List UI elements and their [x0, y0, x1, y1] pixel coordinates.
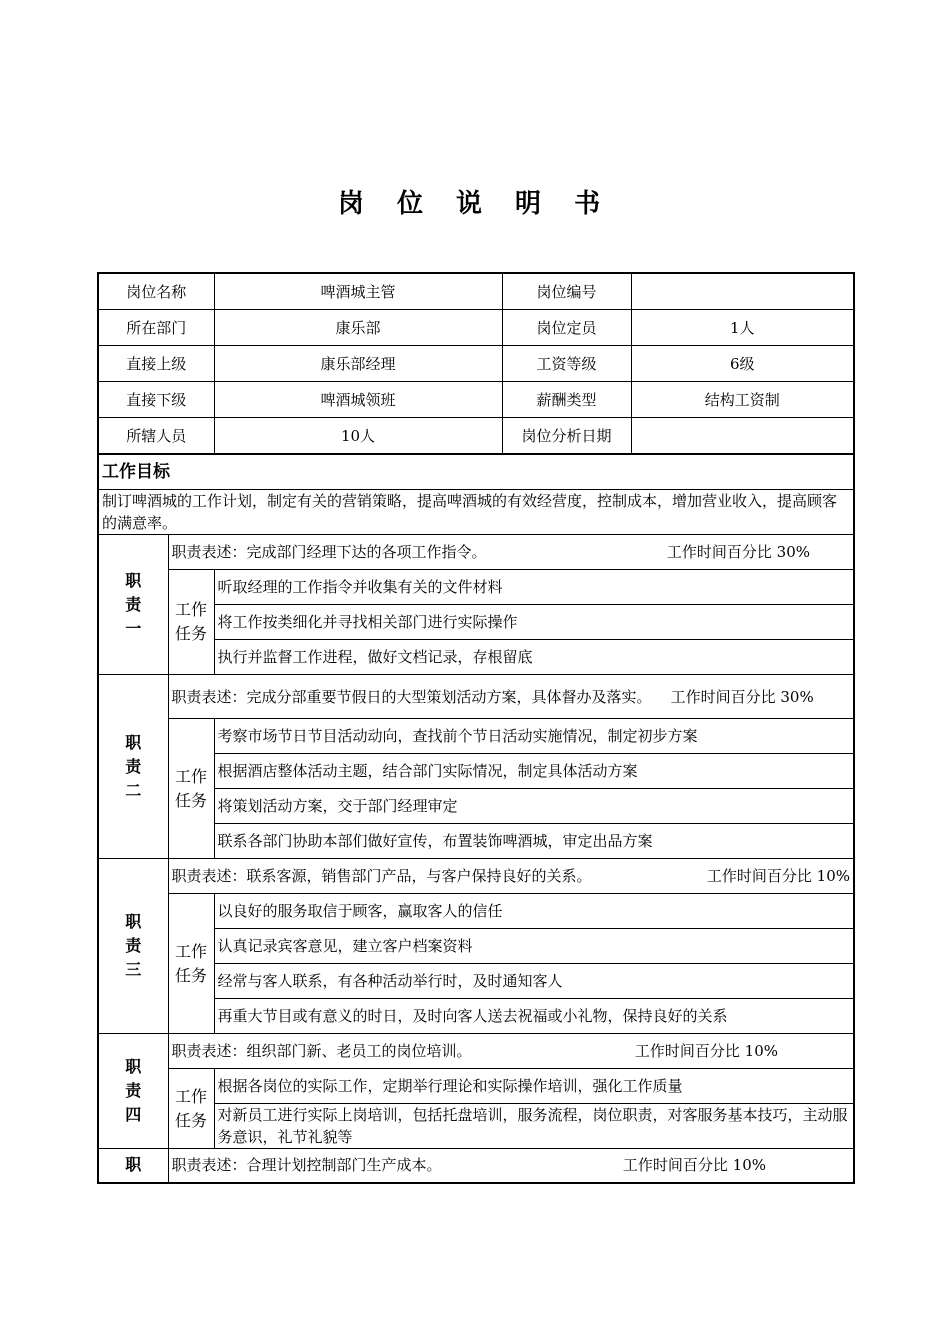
task-item: 联系各部门协助本部们做好宣传，布置装饰啤酒城，审定出品方案	[214, 824, 854, 859]
task-item: 经常与客人联系，有各种活动举行时，及时通知客人	[214, 964, 854, 999]
duty-time-percent: 工作时间百分比 10%	[706, 867, 851, 885]
info-row	[98, 382, 854, 418]
info-value: 啤酒城领班	[214, 382, 502, 418]
info-row	[98, 346, 854, 382]
duty-label: 职 责 二	[98, 675, 168, 859]
task-row	[98, 894, 854, 929]
info-value: 10人	[214, 418, 502, 455]
info-label: 岗位名称	[98, 273, 214, 310]
task-item: 考察市场节日节目活动动向，查找前个节日活动实施情况，制定初步方案	[214, 719, 854, 754]
task-row	[98, 719, 854, 754]
task-label: 工作 任务	[168, 1069, 214, 1149]
info-value: 啤酒城主管	[214, 273, 502, 310]
duty-desc-row	[98, 859, 854, 894]
task-item: 听取经理的工作指令并收集有关的文件材料	[214, 570, 854, 605]
duty-label: 职	[98, 1149, 168, 1183]
duty-time-percent: 工作时间百分比 10%	[622, 1156, 767, 1175]
task-item: 认真记录宾客意见，建立客户档案资料	[214, 929, 854, 964]
duty-desc-text: 职责表述：完成分部重要节假日的大型策划活动方案，具体督办及落实。	[171, 687, 652, 706]
task-item: 根据各岗位的实际工作，定期举行理论和实际操作培训，强化工作质量	[214, 1069, 854, 1104]
info-value	[631, 418, 854, 455]
duty-desc-row	[98, 675, 854, 719]
goal-text: 制订啤酒城的工作计划，制定有关的营销策略，提高啤酒城的有效经营度，控制成本，增加营业收入，提高顾客的满意率。	[98, 490, 854, 535]
duty-description	[168, 1149, 854, 1183]
info-label: 直接上级	[98, 346, 214, 382]
duty-desc-text: 职责表述：完成部门经理下达的各项工作指令。	[171, 543, 487, 561]
info-label: 所辖人员	[98, 418, 214, 455]
page-title: 岗 位 说 明 书	[337, 189, 613, 219]
duty-desc-row	[98, 1034, 854, 1069]
job-description-table	[97, 272, 855, 1184]
info-value: 结构工资制	[631, 382, 854, 418]
info-value: 1人	[631, 310, 854, 346]
info-row	[98, 273, 854, 310]
task-item: 再重大节目或有意义的时日，及时向客人送去祝福或小礼物，保持良好的关系	[214, 999, 854, 1034]
duty-description	[168, 675, 854, 719]
duty-desc-text: 职责表述：组织部门新、老员工的岗位培训。	[171, 1042, 472, 1060]
duty-label: 职 责 四	[98, 1034, 168, 1149]
duty-time-percent: 工作时间百分比 30%	[670, 687, 814, 706]
task-item: 对新员工进行实际上岗培训，包括托盘培训，服务流程，岗位职责，对客服务基本技巧，主动服务意识，礼节礼貌等	[214, 1104, 854, 1149]
task-label: 工作 任务	[168, 570, 214, 675]
task-label: 工作 任务	[168, 719, 214, 859]
info-label: 岗位编号	[502, 273, 631, 310]
info-label: 岗位分析日期	[502, 418, 631, 455]
info-value: 6级	[631, 346, 854, 382]
duty-desc-row	[98, 1149, 854, 1183]
duty-time-percent: 工作时间百分比 10%	[634, 1042, 779, 1060]
info-value	[631, 273, 854, 310]
info-label: 工资等级	[502, 346, 631, 382]
task-row	[98, 570, 854, 605]
task-item: 根据酒店整体活动主题，结合部门实际情况，制定具体活动方案	[214, 754, 854, 789]
duty-description	[168, 1034, 854, 1069]
task-item: 以良好的服务取信于顾客，赢取客人的信任	[214, 894, 854, 929]
info-row	[98, 310, 854, 346]
info-label: 岗位定员	[502, 310, 631, 346]
goal-heading-row	[98, 454, 854, 490]
duty-label: 职 责 一	[98, 535, 168, 675]
info-label: 直接下级	[98, 382, 214, 418]
duty-label: 职 责 三	[98, 859, 168, 1034]
duty-desc-text: 职责表述：合理计划控制部门生产成本。	[171, 1156, 442, 1175]
task-item: 执行并监督工作进程，做好文档记录，存根留底	[214, 640, 854, 675]
task-item: 将工作按类细化并寻找相关部门进行实际操作	[214, 605, 854, 640]
goal-heading: 工作目标	[98, 454, 854, 490]
info-value: 康乐部	[214, 310, 502, 346]
goal-text-row	[98, 490, 854, 535]
info-label: 薪酬类型	[502, 382, 631, 418]
info-label: 所在部门	[98, 310, 214, 346]
duty-time-percent: 工作时间百分比 30%	[666, 543, 811, 561]
task-label: 工作 任务	[168, 894, 214, 1034]
task-row	[98, 1069, 854, 1104]
info-row	[98, 418, 854, 455]
duty-description	[168, 859, 854, 894]
info-value: 康乐部经理	[214, 346, 502, 382]
task-item: 将策划活动方案，交于部门经理审定	[214, 789, 854, 824]
duty-desc-text: 职责表述：联系客源，销售部门产品，与客户保持良好的关系。	[171, 867, 592, 885]
duty-desc-row	[98, 535, 854, 570]
duty-description	[168, 535, 854, 570]
